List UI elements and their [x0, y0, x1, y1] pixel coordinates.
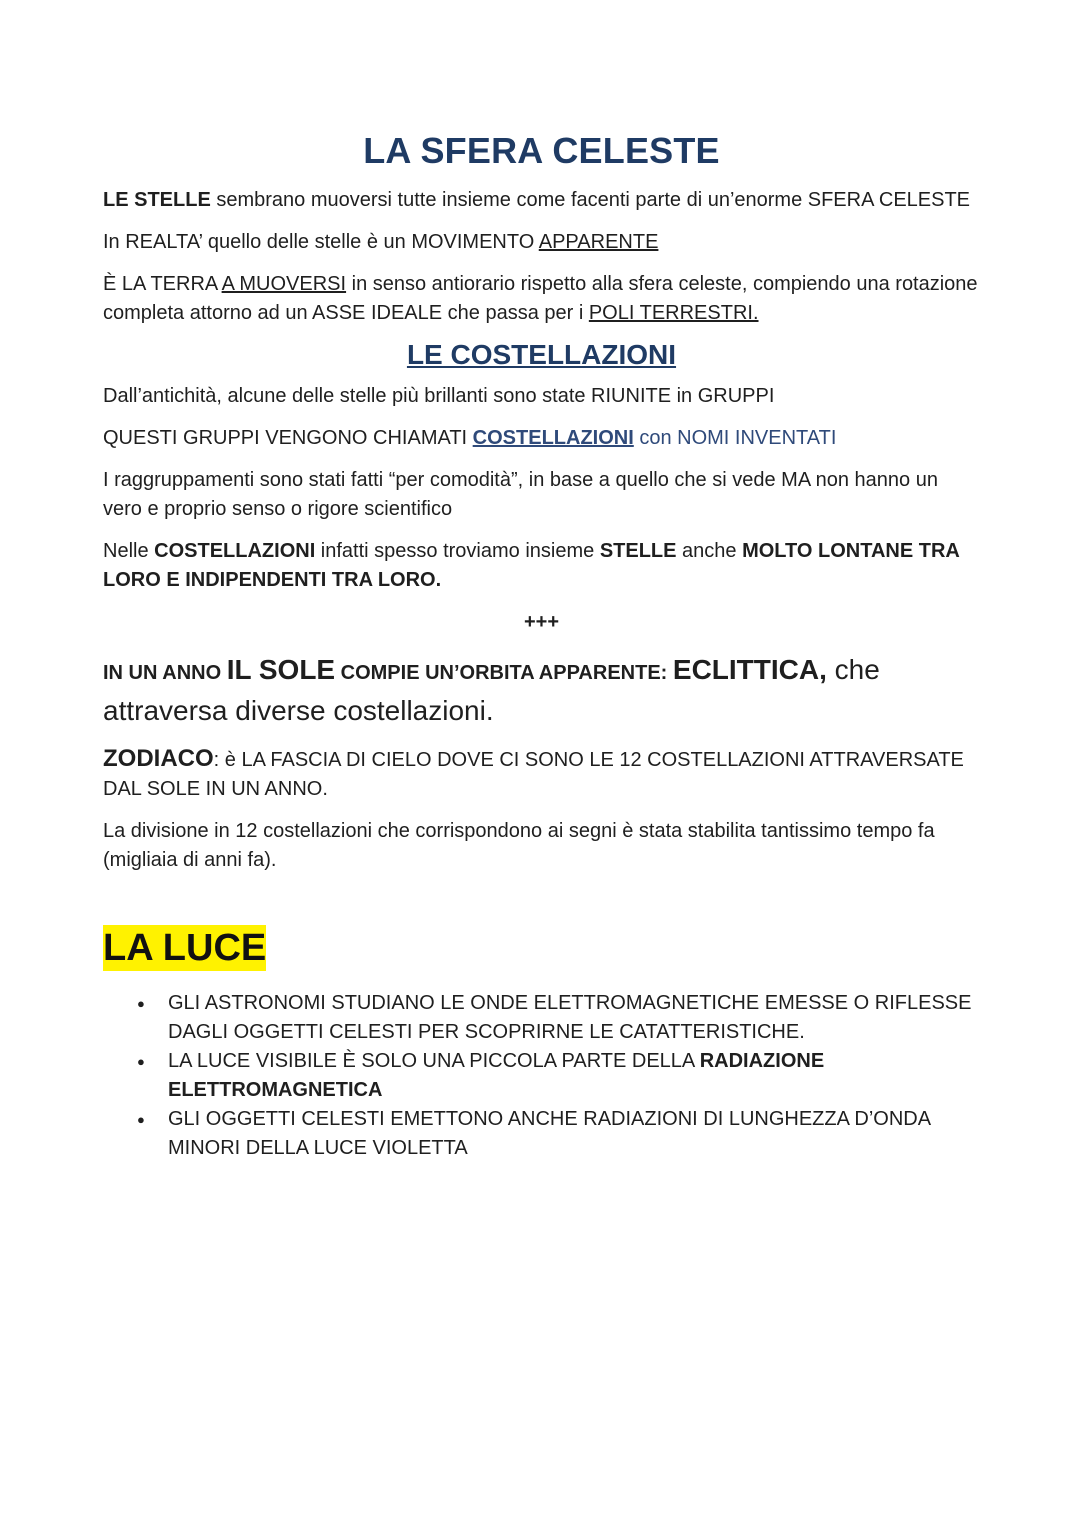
page-title: LA SFERA CELESTE [363, 130, 720, 171]
text-terra-b: in senso antiorario rispetto alla sfera celeste, compiendo una rotazione completa attorno ad un ASSE IDEALE che passa per i [103, 273, 978, 324]
paragraph-gruppi [103, 424, 980, 453]
underline-poli-terrestri: POLI TERRESTRI. [588, 302, 759, 324]
text-nelle: Nelle [103, 540, 155, 562]
paragraph-sole [103, 651, 980, 730]
bold-eclittica: ECLITTICA, [672, 654, 827, 685]
bold-le-stelle: LE STELLE [103, 189, 211, 211]
paragraph-nelle-costellazioni [103, 537, 980, 595]
text-luce-visibile: LA LUCE VISIBILE È SOLO UNA PICCOLA PARTE DELLA [168, 1050, 700, 1072]
bullet-list [103, 989, 980, 1163]
paragraph-raggruppamenti: I raggruppamenti sono stati fatti “per comodità”, in base a quello che si vede MA non hanno un vero e proprio senso o rigore scientifico [103, 469, 938, 520]
paragraph-realta [103, 228, 980, 257]
bold-molto-lontane: MOLTO LONTANE TRA LORO E INDIPENDENTI TRA LORO. [103, 540, 960, 591]
paragraph-zodiaco [103, 744, 980, 804]
text-infatti: infatti spesso troviamo insieme [315, 540, 600, 562]
bold-in-un-anno: IN UN ANNO [103, 662, 227, 684]
bold-radiazione: RADIAZIONE ELETTROMAGNETICA [168, 1050, 825, 1101]
bold-compie: COMPIE UN’ORBITA APPARENTE: [335, 662, 673, 684]
text-terra-a: È LA TERRA [103, 273, 222, 295]
list-item [168, 1047, 980, 1105]
paragraph-terra [103, 270, 980, 328]
bold-costellazioni: COSTELLAZIONI [154, 540, 316, 562]
underline-a-muoversi: A MUOVERSI [221, 273, 347, 295]
text-gruppi-a: QUESTI GRUPPI VENGONO CHIAMATI [103, 427, 473, 449]
document-page [103, 128, 980, 1163]
bold-stelle: STELLE [599, 540, 677, 562]
luce-heading-wrap [103, 925, 980, 975]
text-nomi-inventati: con NOMI INVENTATI [633, 427, 837, 449]
paragraph-stelle [103, 186, 980, 215]
bold-zodiaco: ZODIACO [103, 745, 214, 772]
paragraph-divisione: La divisione in 12 costellazioni che corrispondono ai segni è stata stabilita tantissimo tempo fa (migliaia di anni fa). [103, 820, 935, 871]
text-realta: In REALTA’ quello delle stelle è un MOVIMENTO [103, 231, 539, 253]
text-stelle: sembrano muoversi tutte insieme come facenti parte di un’enorme SFERA CELESTE [210, 189, 971, 211]
list-item: ● GLI OGGETTI CELESTI EMETTONO ANCHE RADIAZIONI DI LUNGHEZZA D’ONDA MINORI DELLA LUCE VIOLETTA [168, 1105, 980, 1163]
section-title-costellazioni: LE COSTELLAZIONI [406, 339, 677, 370]
paragraph-antichita: Dall’antichità, alcune delle stelle più brillanti sono state RIUNITE in GRUPPI [103, 385, 775, 407]
text-zodiaco: : è LA FASCIA DI CIELO DOVE CI SONO LE 12 COSTELLAZIONI ATTRAVERSATE DAL SOLE IN UN ANNO. [103, 749, 964, 800]
separator: +++ [523, 611, 560, 633]
text-attraversa: che attraversa diverse costellazioni. [103, 654, 880, 726]
underline-apparente: APPARENTE [538, 231, 659, 253]
section-title-luce: LA LUCE [103, 927, 267, 969]
bold-il-sole: IL SOLE [226, 654, 336, 685]
text-anche: anche [676, 540, 743, 562]
list-item: ● GLI ASTRONOMI STUDIANO LE ONDE ELETTROMAGNETICHE EMESSE O RIFLESSE DAGLI OGGETTI CELESTI PER SCOPRIRNE LE CATATTERISTICHE. [168, 989, 980, 1047]
link-costellazioni[interactable]: COSTELLAZIONI [472, 427, 634, 449]
